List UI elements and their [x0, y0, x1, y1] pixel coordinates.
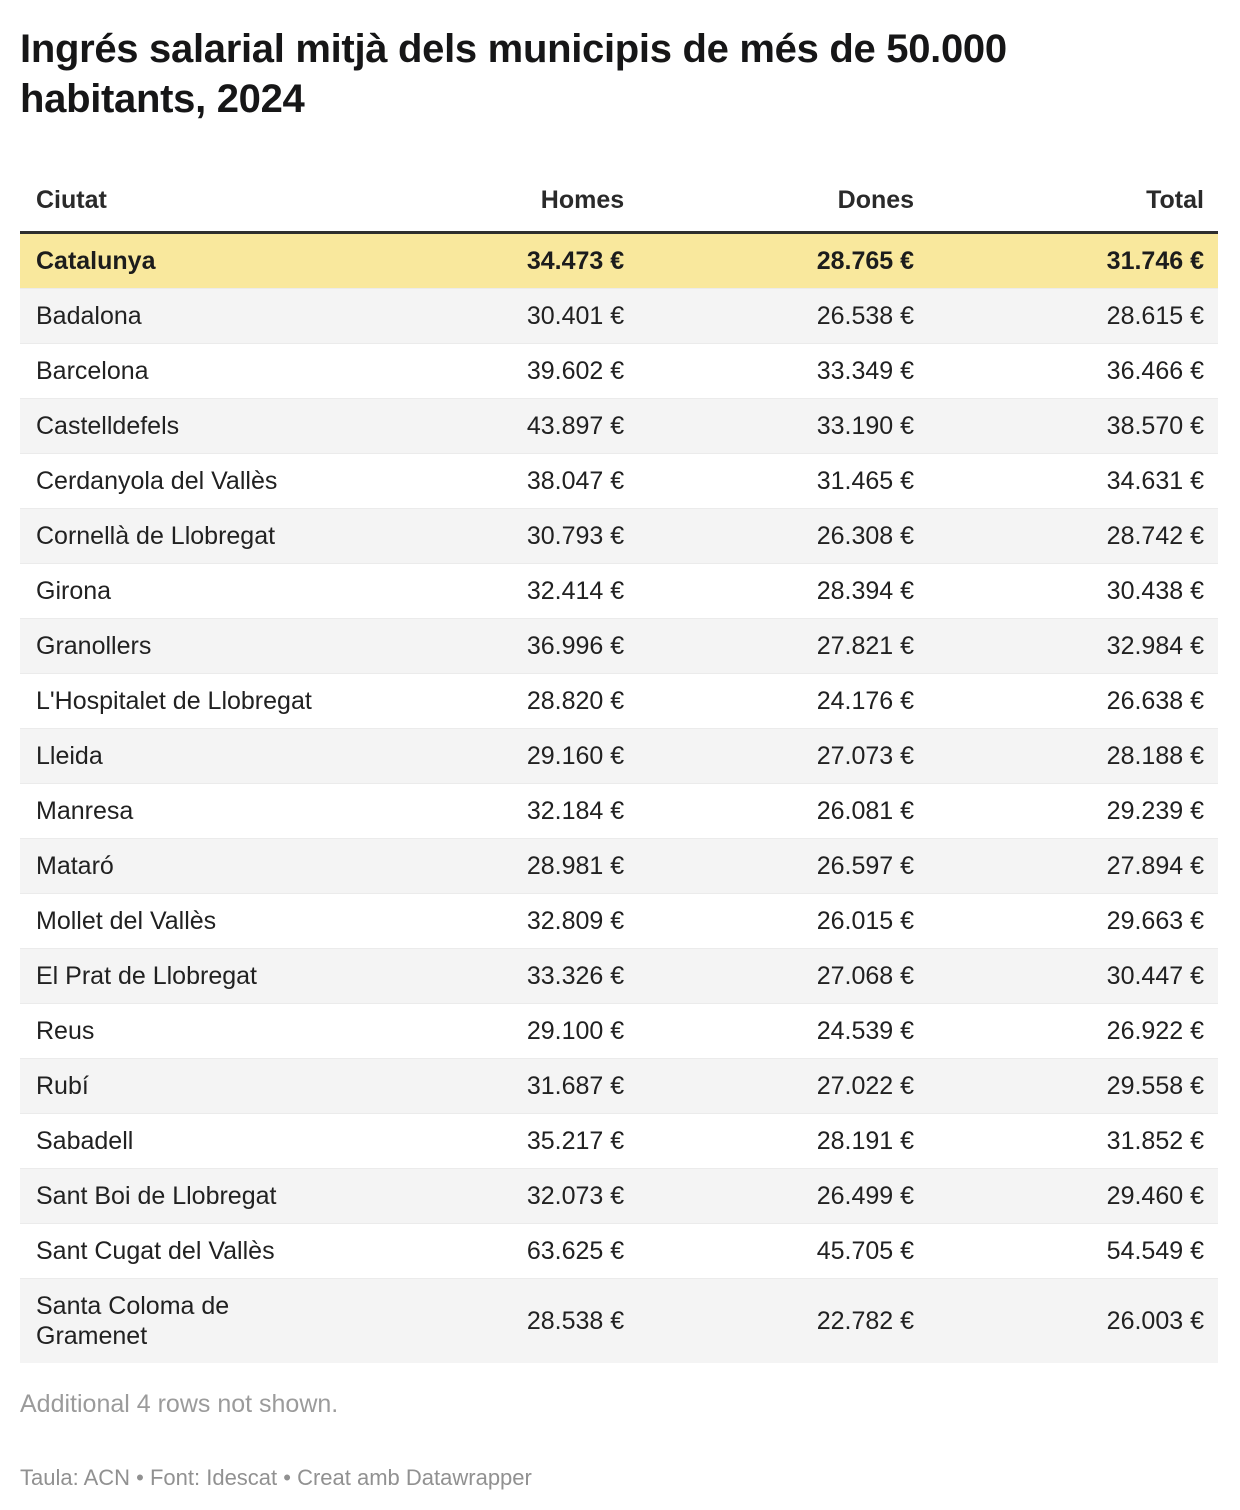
cell-value: 26.081 € — [816, 796, 915, 825]
table-row — [20, 508, 1218, 563]
column-header-dones: Dones — [837, 185, 915, 214]
cell-value: 27.894 € — [1106, 851, 1204, 880]
cell-city: Lleida — [36, 741, 103, 770]
table-row — [20, 838, 1218, 893]
cell-value: 63.625 € — [526, 1236, 625, 1265]
cell-value: 29.558 € — [1106, 1071, 1204, 1100]
page-title: Ingrés salarial mitjà dels municipis de més de 50.000 habitants, 2024 — [20, 27, 1007, 122]
cell-value: 38.570 € — [1106, 411, 1204, 440]
cell-value: 32.184 € — [526, 796, 625, 825]
cell-value: 29.239 € — [1106, 796, 1204, 825]
column-header-total: Total — [1146, 185, 1204, 214]
cell-value: 28.191 € — [816, 1126, 915, 1155]
cell-city: Manresa — [36, 796, 134, 825]
cell-value: 34.631 € — [1106, 466, 1204, 495]
table-row — [20, 893, 1218, 948]
cell-value: 33.190 € — [816, 411, 915, 440]
cell-value: 38.047 € — [526, 466, 625, 495]
table-header — [20, 171, 1218, 233]
cell-value: 27.068 € — [816, 961, 915, 990]
table-header-row — [20, 171, 1218, 233]
column-header-ciutat: Ciutat — [36, 185, 107, 214]
cell-value: 32.809 € — [526, 906, 625, 935]
cell-value: 28.765 € — [816, 246, 915, 275]
cell-city: Santa Coloma de Gramenet — [36, 1291, 230, 1350]
cell-city: Mataró — [36, 851, 114, 880]
cell-value: 29.460 € — [1106, 1181, 1204, 1210]
cell-value: 28.615 € — [1106, 301, 1204, 330]
cell-city: El Prat de Llobregat — [36, 961, 257, 990]
cell-city: Cornellà de Llobregat — [36, 521, 276, 550]
table-row — [20, 728, 1218, 783]
salary-table — [20, 171, 1218, 1363]
cell-value: 26.597 € — [816, 851, 915, 880]
cell-value: 27.073 € — [816, 741, 915, 770]
cell-value: 26.003 € — [1106, 1306, 1204, 1335]
cell-value: 29.100 € — [526, 1016, 625, 1045]
cell-value: 30.793 € — [526, 521, 625, 550]
cell-value: 32.984 € — [1106, 631, 1204, 660]
table-row — [20, 783, 1218, 838]
cell-value: 45.705 € — [816, 1236, 915, 1265]
table-row — [20, 1003, 1218, 1058]
column-header-homes: Homes — [540, 185, 625, 214]
cell-value: 28.981 € — [526, 851, 625, 880]
table-row — [20, 563, 1218, 618]
table-row — [20, 343, 1218, 398]
rows-not-shown-note: Additional 4 rows not shown. — [20, 1389, 339, 1418]
table-body — [20, 232, 1218, 1363]
cell-value: 26.499 € — [816, 1181, 915, 1210]
cell-value: 28.742 € — [1106, 521, 1204, 550]
cell-city: Granollers — [36, 631, 152, 660]
table-row — [20, 1168, 1218, 1223]
cell-value: 26.638 € — [1106, 686, 1204, 715]
cell-value: 26.308 € — [816, 521, 915, 550]
cell-city: Barcelona — [36, 356, 149, 385]
cell-value: 27.821 € — [816, 631, 915, 660]
cell-city: Sant Boi de Llobregat — [36, 1181, 277, 1210]
table-row — [20, 948, 1218, 1003]
cell-value: 30.447 € — [1106, 961, 1204, 990]
cell-city: Mollet del Vallès — [36, 906, 217, 935]
cell-value: 34.473 € — [526, 246, 625, 275]
cell-city: Castelldefels — [36, 411, 180, 440]
table-row — [20, 453, 1218, 508]
cell-value: 29.663 € — [1106, 906, 1204, 935]
cell-value: 32.073 € — [526, 1181, 625, 1210]
cell-city: L'Hospitalet de Llobregat — [36, 686, 312, 715]
cell-value: 28.394 € — [816, 576, 915, 605]
source-attribution: Taula: ACN • Font: Idescat • Creat amb Datawrapper — [20, 1464, 532, 1490]
cell-value: 29.160 € — [526, 741, 625, 770]
table-row — [20, 1223, 1218, 1278]
cell-value: 32.414 € — [526, 576, 625, 605]
table-row — [20, 673, 1218, 728]
cell-value: 30.401 € — [526, 301, 625, 330]
cell-value: 26.015 € — [816, 906, 915, 935]
table-row — [20, 1113, 1218, 1168]
cell-value: 33.349 € — [816, 356, 915, 385]
cell-value: 35.217 € — [526, 1126, 625, 1155]
cell-value: 27.022 € — [816, 1071, 915, 1100]
cell-value: 24.539 € — [816, 1016, 915, 1045]
table-row — [20, 1058, 1218, 1113]
cell-value: 24.176 € — [816, 686, 915, 715]
cell-value: 28.538 € — [526, 1306, 625, 1335]
cell-value: 26.538 € — [816, 301, 915, 330]
cell-city: Sant Cugat del Vallès — [36, 1236, 275, 1265]
cell-city: Reus — [36, 1016, 95, 1045]
cell-value: 31.687 € — [526, 1071, 625, 1100]
cell-value: 36.996 € — [526, 631, 625, 660]
table-row — [20, 288, 1218, 343]
cell-value: 22.782 € — [816, 1306, 915, 1335]
table-row — [20, 618, 1218, 673]
cell-city: Sabadell — [36, 1126, 134, 1155]
cell-value: 30.438 € — [1106, 576, 1204, 605]
cell-value: 33.326 € — [526, 961, 625, 990]
cell-value: 43.897 € — [526, 411, 625, 440]
cell-value: 31.746 € — [1106, 246, 1204, 275]
cell-value: 39.602 € — [526, 356, 625, 385]
cell-value: 31.465 € — [816, 466, 915, 495]
table-row-highlight — [20, 232, 1218, 288]
table-row — [20, 1278, 1218, 1363]
cell-city: Rubí — [36, 1071, 89, 1100]
cell-city: Catalunya — [36, 246, 156, 275]
cell-value: 28.820 € — [526, 686, 625, 715]
cell-value: 28.188 € — [1106, 741, 1204, 770]
cell-value: 54.549 € — [1106, 1236, 1204, 1265]
table-row — [20, 398, 1218, 453]
cell-value: 36.466 € — [1106, 356, 1204, 385]
cell-city: Badalona — [36, 301, 142, 330]
cell-value: 31.852 € — [1106, 1126, 1204, 1155]
cell-value: 26.922 € — [1106, 1016, 1204, 1045]
cell-city: Girona — [36, 576, 112, 605]
cell-city: Cerdanyola del Vallès — [36, 466, 278, 495]
